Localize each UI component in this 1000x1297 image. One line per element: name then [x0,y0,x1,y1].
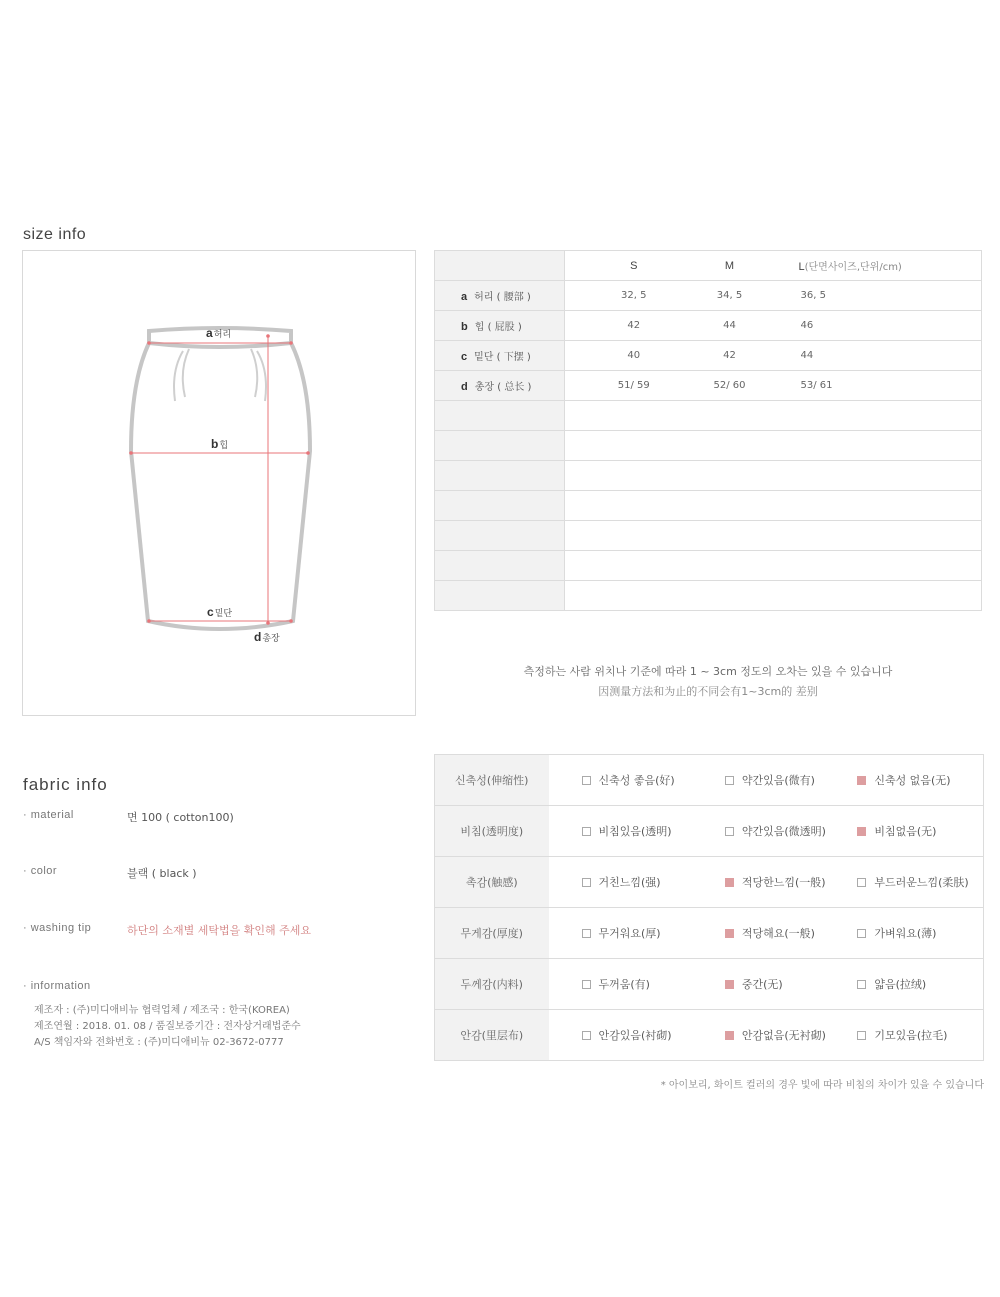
cell-m: 42 [703,341,757,371]
row-label-empty [435,581,565,611]
cell-l: 36, 5 [757,281,982,311]
size-row-b [435,311,982,341]
attr-name: 비침(透明度) [435,806,549,857]
attr-option[interactable] [841,857,983,908]
attr-name: 신축성(伸缩性) [435,755,549,806]
cell-empty [565,431,982,461]
row-label-empty [435,551,565,581]
info-line-as: A/S 책임자와 전화번호 : (주)미디애비뉴 02-3672-0777 [34,1037,284,1048]
cell-m: 34, 5 [703,281,757,311]
measurement-notice-zh: 因测量方法和为止的不同会有1~3cm的 差别 [598,685,818,698]
checkbox-icon[interactable] [582,929,591,938]
row-label: a 허리 ( 腰部 ) [435,281,565,311]
fabric-info-title: fabric info [23,775,108,794]
option-label: 거친느낌(强) [598,876,661,889]
option-label: 기모있음(拉毛) [874,1029,948,1042]
row-label: c 밑단 ( 下摆 ) [435,341,565,371]
checkbox-icon[interactable] [857,929,866,938]
checkbox-icon[interactable] [725,776,734,785]
info-line-date: 제조연월 : 2018. 01. 08 / 품질보증기간 : 전자상거래법준수 [34,1021,301,1032]
size-table-corner [435,251,565,281]
cell-empty [565,551,982,581]
option-label: 적당해요(一般) [741,927,815,940]
attr-option[interactable] [689,806,841,857]
size-row-d [435,371,982,401]
size-table-header [435,251,982,281]
checkbox-icon[interactable] [725,827,734,836]
washing-value: 하단의 소재별 세탁법을 확인해 주세요 [127,924,312,937]
label-d-length: d총장 [254,630,280,644]
attr-option[interactable] [689,857,841,908]
cell-l: 44 [757,341,982,371]
label-c-hem: c밑단 [207,605,233,619]
color-value: 블랙 ( black ) [127,867,197,880]
attr-option[interactable] [689,959,841,1010]
attr-name: 안감(里层布) [435,1010,549,1061]
attr-option[interactable] [689,755,841,806]
row-label-empty [435,521,565,551]
label-a-waist: a허리 [206,326,232,340]
size-info-title: size info [23,226,87,243]
attr-option[interactable] [841,806,983,857]
material-label: · material [23,809,74,821]
option-label: 부드러운느낌(柔肤) [874,876,969,889]
footnote: * 아이보리, 화이트 컬러의 경우 빛에 따라 비침의 차이가 있을 수 있습니다 [660,1080,984,1091]
row-label-empty [435,431,565,461]
label-b-hip: b힙 [211,437,229,451]
fabric-attr-row [435,1010,984,1061]
checkbox-icon[interactable] [857,1031,866,1040]
checkbox-icon[interactable] [582,1031,591,1040]
checkbox-icon[interactable] [582,776,591,785]
measurement-notice-ko: 측정하는 사람 위치나 기준에 따라 1 ~ 3cm 정도의 오차는 있을 수 있습니다 [523,665,893,678]
skirt-outline-svg [23,251,417,717]
header-m: M [703,251,757,281]
size-row-empty [435,551,982,581]
size-row-a [435,281,982,311]
attr-option[interactable] [549,857,689,908]
checked-checkbox-icon[interactable] [857,827,866,836]
option-label: 약간있음(微透明) [741,825,826,838]
option-label: 약간있음(微有) [741,774,815,787]
attr-option[interactable] [549,959,689,1010]
option-label: 가벼워요(薄) [874,927,937,940]
checkbox-icon[interactable] [857,980,866,989]
checked-checkbox-icon[interactable] [725,878,734,887]
attr-option[interactable] [689,1010,841,1061]
checked-checkbox-icon[interactable] [725,980,734,989]
size-row-empty [435,521,982,551]
checkbox-icon[interactable] [582,980,591,989]
cell-m: 44 [703,311,757,341]
option-label: 두꺼움(有) [598,978,650,991]
attr-option[interactable] [549,1010,689,1061]
option-label: 신축성 없음(无) [874,774,951,787]
cell-empty [565,491,982,521]
option-label: 비침있음(透明) [598,825,672,838]
fabric-attr-row [435,908,984,959]
information-label: · information [23,980,91,992]
attr-option[interactable] [841,908,983,959]
row-label-empty [435,401,565,431]
material-value: 면 100 ( cotton100) [127,811,234,824]
fabric-attr-row [435,806,984,857]
washing-label: · washing tip [23,922,92,934]
size-row-empty [435,461,982,491]
row-label-empty [435,461,565,491]
size-table [434,250,982,611]
attr-option[interactable] [689,908,841,959]
checkbox-icon[interactable] [582,827,591,836]
attr-option[interactable] [549,806,689,857]
option-label: 적당한느낌(一般) [741,876,826,889]
cell-empty [565,461,982,491]
skirt-diagram [22,250,416,716]
header-l: L(단면사이즈,단위/cm) [757,251,982,281]
option-label: 무거워요(厚) [598,927,661,940]
fabric-attr-row [435,755,984,806]
attr-option[interactable] [841,959,983,1010]
info-line-maker: 제조자 : (주)미디애비뉴 협력업체 / 제조국 : 한국(KOREA) [34,1005,290,1016]
cell-s: 51/ 59 [565,371,703,401]
attr-option[interactable] [549,755,689,806]
color-label: · color [23,865,58,877]
option-label: 얇음(拉绒) [874,978,927,991]
cell-empty [565,401,982,431]
size-row-c [435,341,982,371]
attr-name: 촉감(触感) [435,857,549,908]
size-row-empty [435,581,982,611]
fabric-attr-row [435,959,984,1010]
unit-note: (단면사이즈,단위/cm) [804,262,902,273]
checkbox-icon[interactable] [857,878,866,887]
cell-s: 32, 5 [565,281,703,311]
option-label: 신축성 좋음(好) [598,774,675,787]
row-label: d 총장 ( 总长 ) [435,371,565,401]
cell-empty [565,581,982,611]
row-label-empty [435,491,565,521]
option-label: 중간(无) [741,978,783,991]
cell-m: 52/ 60 [703,371,757,401]
cell-s: 40 [565,341,703,371]
option-label: 안감있음(衬砌) [598,1029,672,1042]
attr-option[interactable] [841,755,983,806]
row-label: b 힙 ( 屁股 ) [435,311,565,341]
size-row-empty [435,401,982,431]
fabric-attribute-table [434,754,984,1061]
header-s: S [565,251,703,281]
attr-option[interactable] [841,1010,983,1061]
checked-checkbox-icon[interactable] [725,929,734,938]
option-label: 비침없음(无) [874,825,937,838]
size-row-empty [435,491,982,521]
cell-l: 53/ 61 [757,371,982,401]
size-row-empty [435,431,982,461]
checked-checkbox-icon[interactable] [857,776,866,785]
attr-name: 무게감(厚度) [435,908,549,959]
cell-s: 42 [565,311,703,341]
option-label: 안감없음(无衬砌) [741,1029,826,1042]
checked-checkbox-icon[interactable] [725,1031,734,1040]
checkbox-icon[interactable] [582,878,591,887]
attr-option[interactable] [549,908,689,959]
attr-name: 두께감(内料) [435,959,549,1010]
fabric-attr-row [435,857,984,908]
cell-l: 46 [757,311,982,341]
cell-empty [565,521,982,551]
